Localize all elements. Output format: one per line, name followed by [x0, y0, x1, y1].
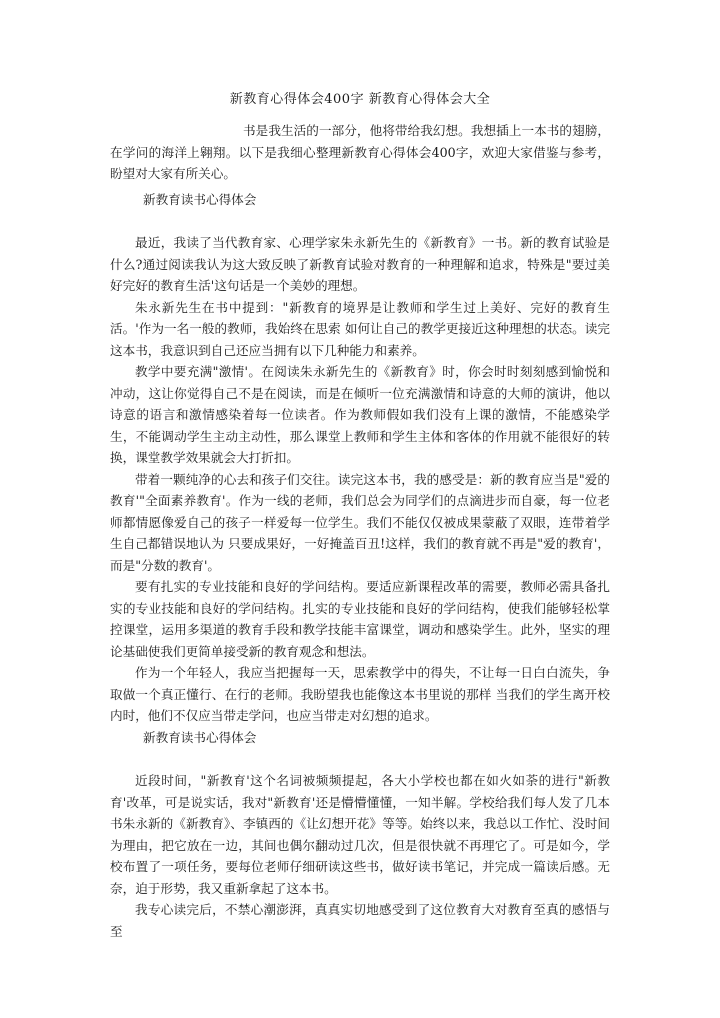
section-1-paragraph-3: 教学中要充满"激情'。在阅读朱永新先生的《新教育》时，你会时时刻刻感到愉悦和冲动，这让你觉得自己不是在阅读，而是在倾听一位充满激情和诗意的大师的演讲，他以诗意的语言和激情感染着每一位读者。作为教师假如我们没有上课的激情，不能感染学生，不能调动学生主动主动性，那么课堂上教师和学生主体和客体的作用就不能很好的转换，课堂教学效果就会大打折扣。	[110, 364, 610, 465]
section-1-paragraph-1: 最近，我读了当代教育家、心理学家朱永新先生的《新教育》一书。新的教育试验是什么?通过阅读我认为这大致反映了新教育试验对教育的一种理解和追求，特殊是"要过美好完好的教育生活'这句话是一个美妙的理想。	[110, 235, 610, 293]
section-1-paragraph-4: 带着一颗纯净的心去和孩子们交往。读完这本书，我的感受是：新的教育应当是"爱的教育'"全面素养教育'。作为一线的老师，我们总会为同学们的点滴进步而自豪，每一位老师都情愿像爱自己的孩子一样爱每一位学生。我们不能仅仅被成果蒙蔽了双眼，连带着学生自己都错误地认为 只要成果好，一好掩盖百丑!这样，我们的教育就不再是"爱的教育'，而是"分数的教育'。	[110, 471, 610, 573]
intro-paragraph: 书是我生活的一部分，他将带给我幻想。我想插上一本书的翅膀，在学问的海洋上翱翔。以下是我细心整理新教育心得体会400字，欢迎大家借鉴与参考，盼望对大家有所关心。	[110, 123, 610, 181]
section-2-paragraph-1: 近段时间，"新教育'这个名词被频频提起，各大小学校也都在如火如荼的进行"新教育'改革，可是说实话，我对"新教育'还是懵懵懂懂，一知半解。学校给我们每人发了几本书朱永新的《新教育》、李镇西的《让幻想开花》等等。始终以来，我总以工作忙、没时间为理由，把它放在一边，其间也偶尔翻动过几次，但是很快就不再理它了。可是如今，学校布置了一项任务，要每位老师仔细研读这些书，做好读书笔记，并完成一篇读后感。无奈，迫于形势，我又重新拿起了这本书。	[110, 773, 610, 896]
section-1-heading: 新教育读书心得体会	[143, 191, 257, 207]
section-2-paragraph-2: 我专心读完后，不禁心潮澎湃，真真实切地感受到了这位教育大对教育至真的感悟与至	[110, 902, 610, 939]
section-1-paragraph-5: 要有扎实的专业技能和良好的学问结构。要适应新课程改革的需要，教师必需具备扎实的专业技能和良好的学问结构。扎实的专业技能和良好的学问结构，使我们能够轻松掌控课堂，运用多渠道的教育手段和教学技能丰富课堂，调动和感染学生。此外，坚实的理论基础使我们更简单接受新的教育观念和想法。	[110, 579, 610, 659]
document-body	[110, 120, 610, 942]
section-2-heading: 新教育读书心得体会	[143, 729, 257, 745]
section-1-paragraph-6: 作为一个年轻人，我应当把握每一天，思索教学中的得失，不让每一日白白流失，争取做一个真正懂行、在行的老师。我盼望我也能像这本书里说的那样 当我们的学生离开校内时，他们不仅应当带走学问，也应当带走对幻想的追求。	[110, 665, 610, 723]
document-title: 新教育心得体会400字 新教育心得体会大全	[229, 92, 491, 107]
section-1-paragraph-2: 朱永新先生在书中提到："新教育的境界是让教师和学生过上美好、完好的教育生活。'作为一名一般的教师，我始终在思索 如何让自己的教学更接近这种理想的状态。读完这本书，我意识到自己还应当拥有以下几种能力和素养。	[110, 299, 610, 358]
